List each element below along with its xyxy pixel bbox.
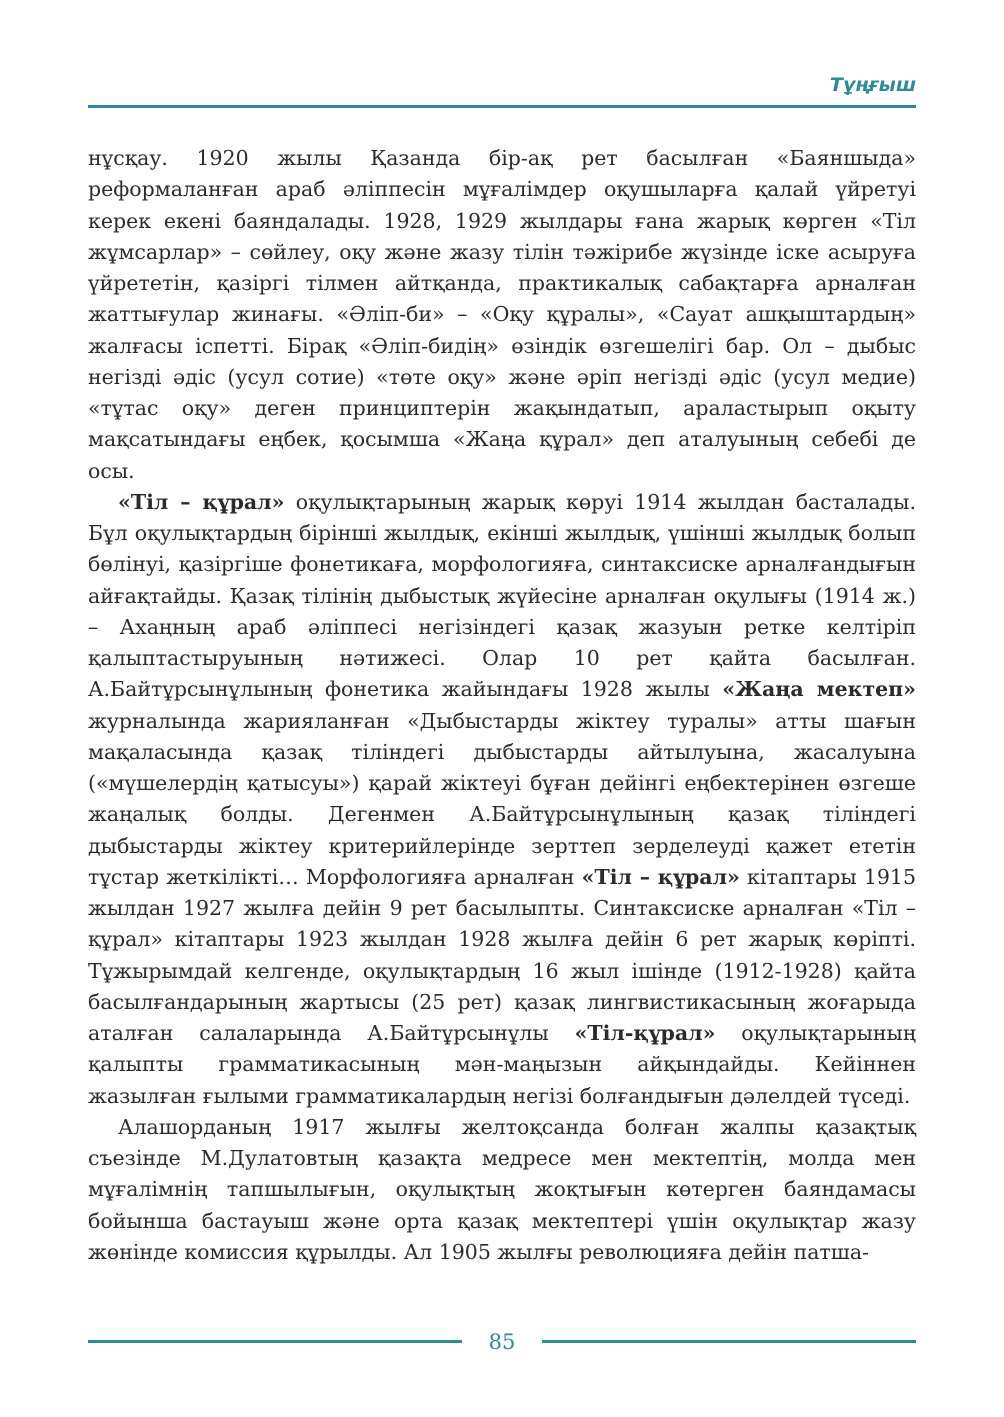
running-head-title: Тұңғыш <box>829 74 916 96</box>
page-footer <box>88 1327 916 1357</box>
paragraph-text: оқулықтарының жарық көруі 1914 жылдан басталады. Бұл оқулықтардың бірінші жылдық, екінші жылдық, үшінші жылдық болып бөлінуі, қазіргіше фонетикаға, морфологияға, синтаксиске арналғандығын айғақтайды. Қазақ тілінің дыбыстық жүйесіне арналған оқулығы (1914 ж.) – Ахаңның араб әліппесі негізіндегі қазақ жазуын ретке келтіріп қалыптастыруының нәтижесі. Олар 10 рет қайта басылған. А.Байтұрсынұлының фонетика жайындағы 1928 жылы <box>88 489 917 702</box>
bold-title-text: «Тіл-құрал» <box>574 1021 716 1045</box>
paragraph <box>88 1112 916 1268</box>
paragraph-text: оқулықтарының қалыпты грамматикасының мән-маңызын айқындайды. Кейіннен жазылған ғылыми грамматикалардың негізі болғандығын дәлелдей түседі. <box>88 1021 917 1108</box>
paragraph-text: журналында жарияланған «Дыбыстарды жіктеу туралы» атты шағын мақаласында қазақ тіліндегі дыбыстарды айтылуына, жасалуына («мүшелердің қатысуы») қарай жіктеуі бұған дейінгі еңбектерінен өзгеше жаңалық болды. Дегенмен А.Байтұрсынұлының қазақ тіліндегі дыбыстарды жіктеу критерийлерінде зерттеп зерделеуді қажет ететін тұстар жеткілікті… Морфологияға арналған <box>88 708 916 889</box>
header-rule <box>88 105 916 108</box>
bold-title-text: «Тіл – құрал» <box>581 864 740 889</box>
bold-title-text: «Жаңа мектеп» <box>722 677 916 702</box>
paragraph-text: Алашорданың 1917 жылғы желтоқсанда болған жалпы қазақтық съезінде М.Дулатовтың қазақта медресе мен мектептің, молда мен мұғалімнің тапшылығын, оқулықтың жоқтығын көтерген баяндамасы бойынша бастауыш және орта қазақ мектептері үшін оқулықтар жазу жөнінде комиссия құрылды. Ал 1905 жылғы революцияға дейін патша- <box>88 1114 916 1264</box>
paragraph-text: кітаптары 1915 жылдан 1927 жылға дейін 9 рет басылыпты. Синтаксиске арналған «Тіл – құрал» кітаптары 1923 жылдан 1928 жылға дейін 6 рет жарық көріпті. Тұжырымдай келгенде, оқулықтардың 16 жыл ішінде (1912-1928) қайта басылғандарының жартысы (25 рет) қазақ лингвистикасының жоғарыда аталған салаларында А.Байтұрсынұлы <box>88 864 916 1045</box>
page-number: 85 <box>488 1330 516 1354</box>
bold-title-text: «Тіл – құрал» <box>118 489 285 514</box>
main-text <box>88 143 916 1268</box>
paragraph <box>88 143 916 487</box>
paragraph-text: нұсқау. 1920 жылы Қазанда бір-ақ рет басылған «Баяншыда» реформаланған араб әліппесін мұғалімдер оқушыларға қалай үйретуі керек екені баяндалады. 1928, 1929 жылдары ғана жарық көрген «Тіл жұмсарлар» – сөйлеу, оқу және жазу тілін тәжірибе жүзінде іске асыруға үйрететін, қазіргі тілмен айтқанда, практикалық сабақтарға арналған жаттығулар жинағы. «Әліп-би» – «Оқу құралы», «Сауат ашқыштардың» жалғасы іспетті. Бірақ «Әліп-бидің» өзіндік өзгешелігі бар. Ол – дыбыс негізді әдіс (усул сотие) «төте оқу» және әріп негізді әдіс (усул медие) «тұтас оқу» деген принциптерін жақындатып, араластырып оқыту мақсатындағы еңбек, қосымша «Жаңа құрал» деп аталуының себебі де осы. <box>88 146 916 483</box>
footer-rule-right <box>542 1340 916 1343</box>
paragraph <box>88 487 916 1112</box>
footer-rule-left <box>88 1340 462 1343</box>
